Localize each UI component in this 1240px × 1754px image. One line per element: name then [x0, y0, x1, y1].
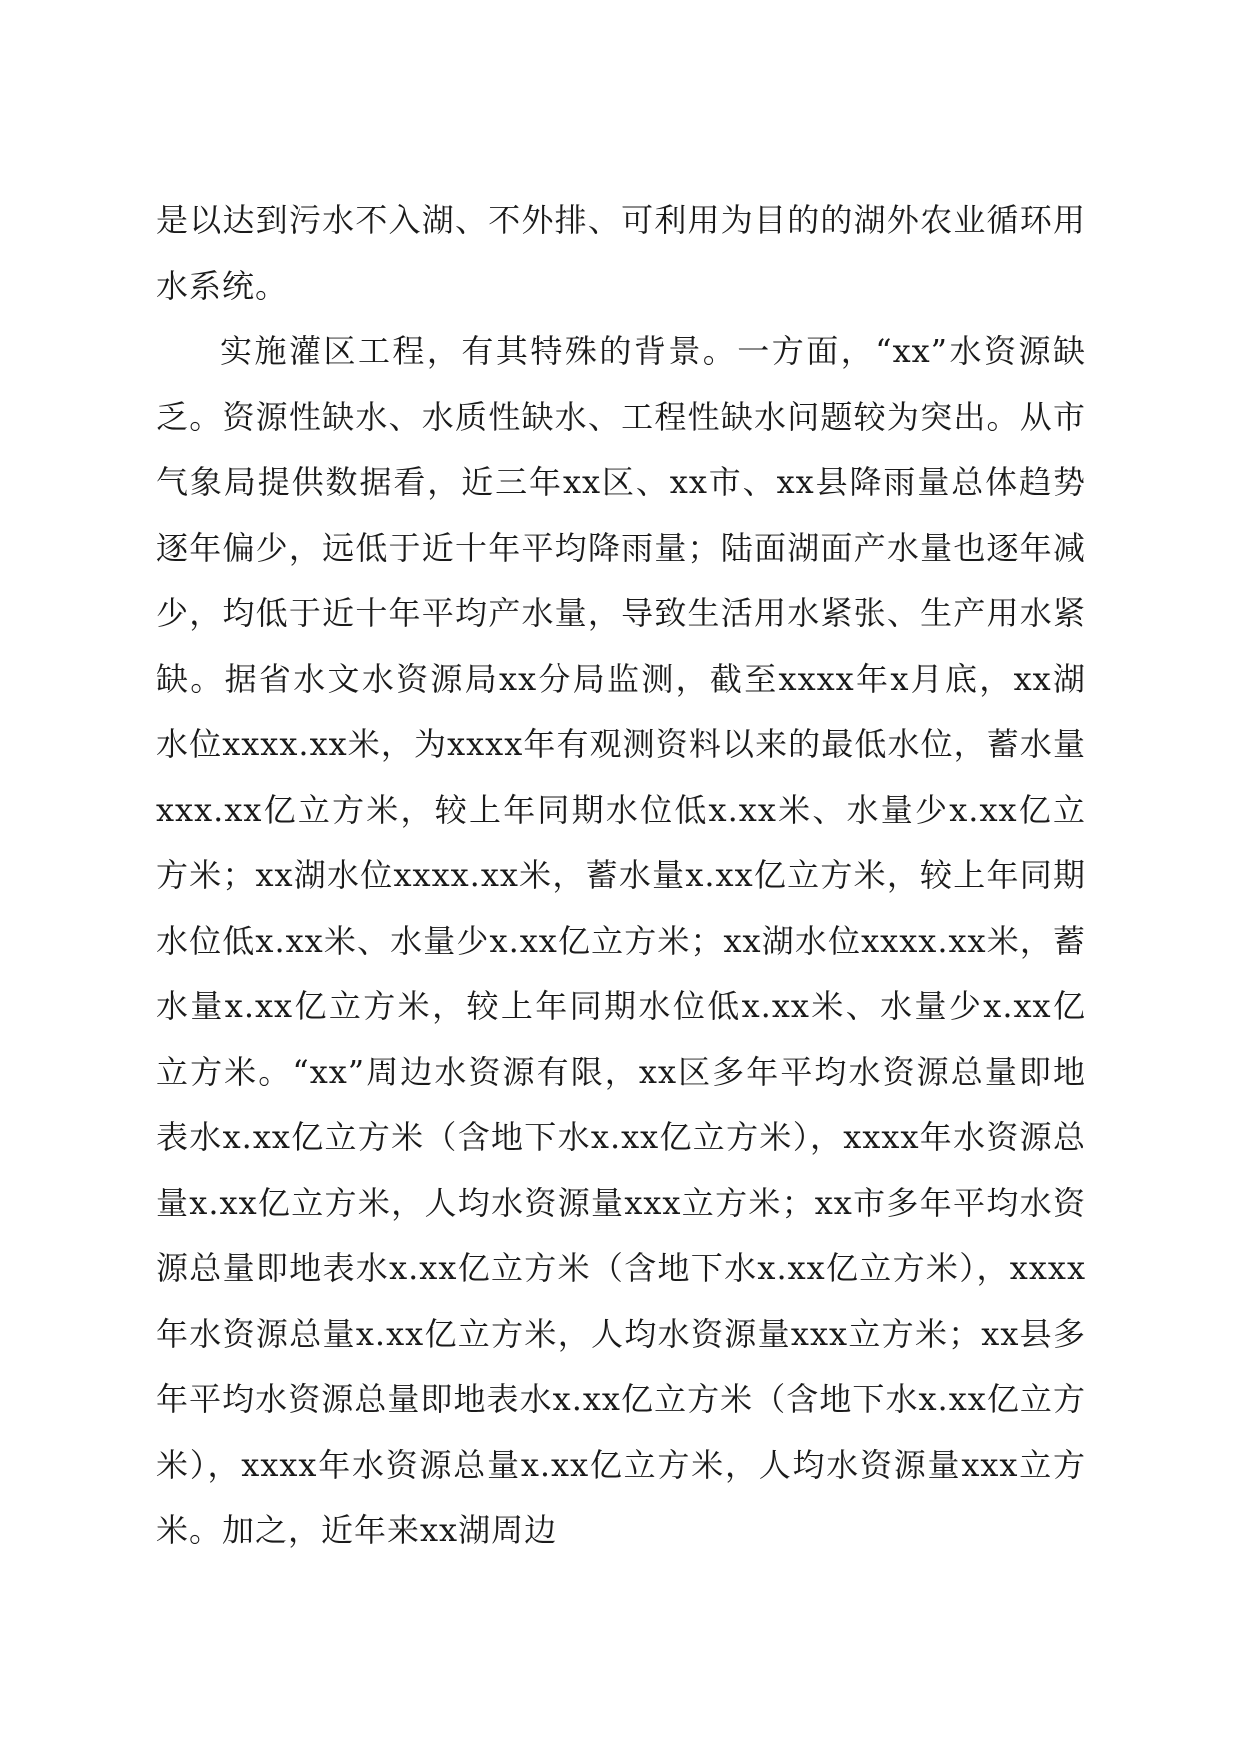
paragraph-continuation: 是以达到污水不入湖、不外排、可利用为目的的湖外农业循环用水系统。 — [156, 201, 1086, 305]
paragraph-background: 实施灌区工程，有其特殊的背景。一方面，“xx”水资源缺乏。资源性缺水、水质性缺水、工程性缺水问题较为突出。从市气象局提供数据看，近三年xx区、xx市、xx县降雨量总体趋势逐年偏少，远低于近十年平均降雨量；陆面湖面产水量也逐年减少，均低于近十年平均产水量，导致生活用水紧张、生产用水紧缺。据省水文水资源局xx分局监测，截至xxxx年x月底，xx湖水位xxxx.xx米，为xxxx年有观测资料以来的最低水位，蓄水量xxx.xx亿立方米，较上年同期水位低x.xx米、水量少x.xx亿立方米；xx湖水位xxxx.xx米，蓄水量x.xx亿立方米，较上年同期水位低x.xx米、水量少x.xx亿立方米；xx湖水位xxxx.xx米，蓄水量x.xx亿立方米，较上年同期水位低x.xx米、水量少x.xx亿立方米。“xx”周边水资源有限，xx区多年平均水资源总量即地表水x.xx亿立方米（含地下水x.xx亿立方米），xxxx年水资源总量x.xx亿立方米，人均水资源量xxx立方米；xx市多年平均水资源总量即地表水x.xx亿立方米（含地下水x.xx亿立方米），xxxx年水资源总量x.xx亿立方米，人均水资源量xxx立方米；xx县多年平均水资源总量即地表水x.xx亿立方米（含地下水x.xx亿立方米），xxxx年水资源总量x.xx亿立方米，人均水资源量xxx立方米。加之，近年来xx湖周边 — [156, 332, 1086, 1549]
body-text — [156, 188, 1086, 1564]
